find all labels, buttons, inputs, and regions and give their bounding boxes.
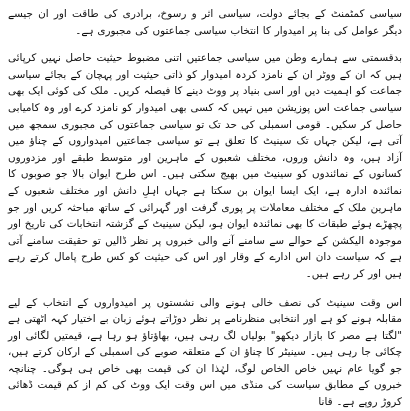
paragraph-spacer <box>8 39 402 50</box>
article-paragraph-3: اس وقت سینیٹ کی نصف خالی ہونے والی نشستوں پر امیدواروں کے انتخاب کے لیے مقابلہ ہونے کو ہے اور انتخابی منظرنامے پر نظر دوڑاتے ہوئے زبان بے اختیار کہہ اٹھتی ہے "لگتا ہے مصر کا بازار دیکھو" بولیاں لگ رہی ہیں، بھاؤتاؤ ہو رہا ہے، قیمتیں لگائی اور چکائی جا رہی ہیں۔ سینیٹر کا چناؤ ان کے متعلقہ صوبے کی اسمبلی کے ارکان کرتے ہیں، جو گویا عام نہیں خاص الخاص لوگ، لہٰذا ان کی قیمت بھی خاص ہی ہوگی۔ چنانچہ خبروں کے مطابق سیاست کی منڈی میں اس وقت ایک ووٹ کی کم از کم قیمت ڈھائی کروڑ روپے ہے۔ قانا <box>8 296 402 409</box>
urdu-article <box>8 6 402 411</box>
article-paragraph-1: سیاسی کمٹمنٹ کے بجائے دولت، سیاسی اثر و رسوخ، برادری کی طاقت اور ان جیسے دیگر عوامل کی بنا پر امیدوار کا انتخاب سیاسی جماعتوں کی مجبوری ہے۔ <box>8 8 402 37</box>
article-paragraph-2: بدقسمتی سے ہمارے وطن میں سیاسی جماعتیں اتنی مضبوط حیثیت حاصل نہیں کرپائی ہیں کہ ان کے ووٹر ان کے نامزد کردہ امیدوار کو ذاتی حیثیت اور پہچان کے بجائے سیاسی جماعت کو اہمیت دیں اور اسی بنیاد پر ووٹ دینے کا فیصلہ کریں۔ ملک کی کوئی ایک بھی سیاسی جماعت اس پوزیشن میں نہیں کہ کسی بھی امیدوار کو نامزد کرے اور وہ کامیابی حاصل کر سکیں۔ قومی اسمبلی کی حد تک تو سیاسی جماعتوں کی مجبوری سمجھ میں آتی ہے، لیکن جہاں تک سینیٹ کا تعلق ہے تو سیاسی جماعتیں امیدواروں کے چناؤ میں آزاد ہیں، وہ دانش وروں، مختلف شعبوں کے ماہرین اور متوسط طبقے اور مزدوروں کسانوں کے نمائندوں کو سینیٹ میں بھیج سکتی ہیں۔ اس طرح ایوان بالا جو صوبوں کا نمائندہ ادارہ ہے، ایک ایسا ایوان بن سکتا ہے جہاں اہلِ دانش اور مختلف شعبوں کے ماہرین ملک کے مختلف معاملات پر پوری گرفت اور گہرائی کے ساتھ مباحثہ کریں اور جو پچھڑے ہوئے طبقات کا بھی نمائندہ ایوان ہو، لیکن سینیٹ کے گزشتہ انتخابات کی تاریخ اور موجودہ الیکشن کے حوالے سے سامنے آنے والی خبروں پر نظر ڈالیں تو حقیقت سامنے آتی ہے کہ سیاست دان اس ادارے کے وقار اور اس کی حیثیت کو کس طرح پامال کرتے رہے ہیں اور کر رہے ہیں۔ <box>8 52 402 280</box>
paragraph-spacer <box>8 283 402 295</box>
